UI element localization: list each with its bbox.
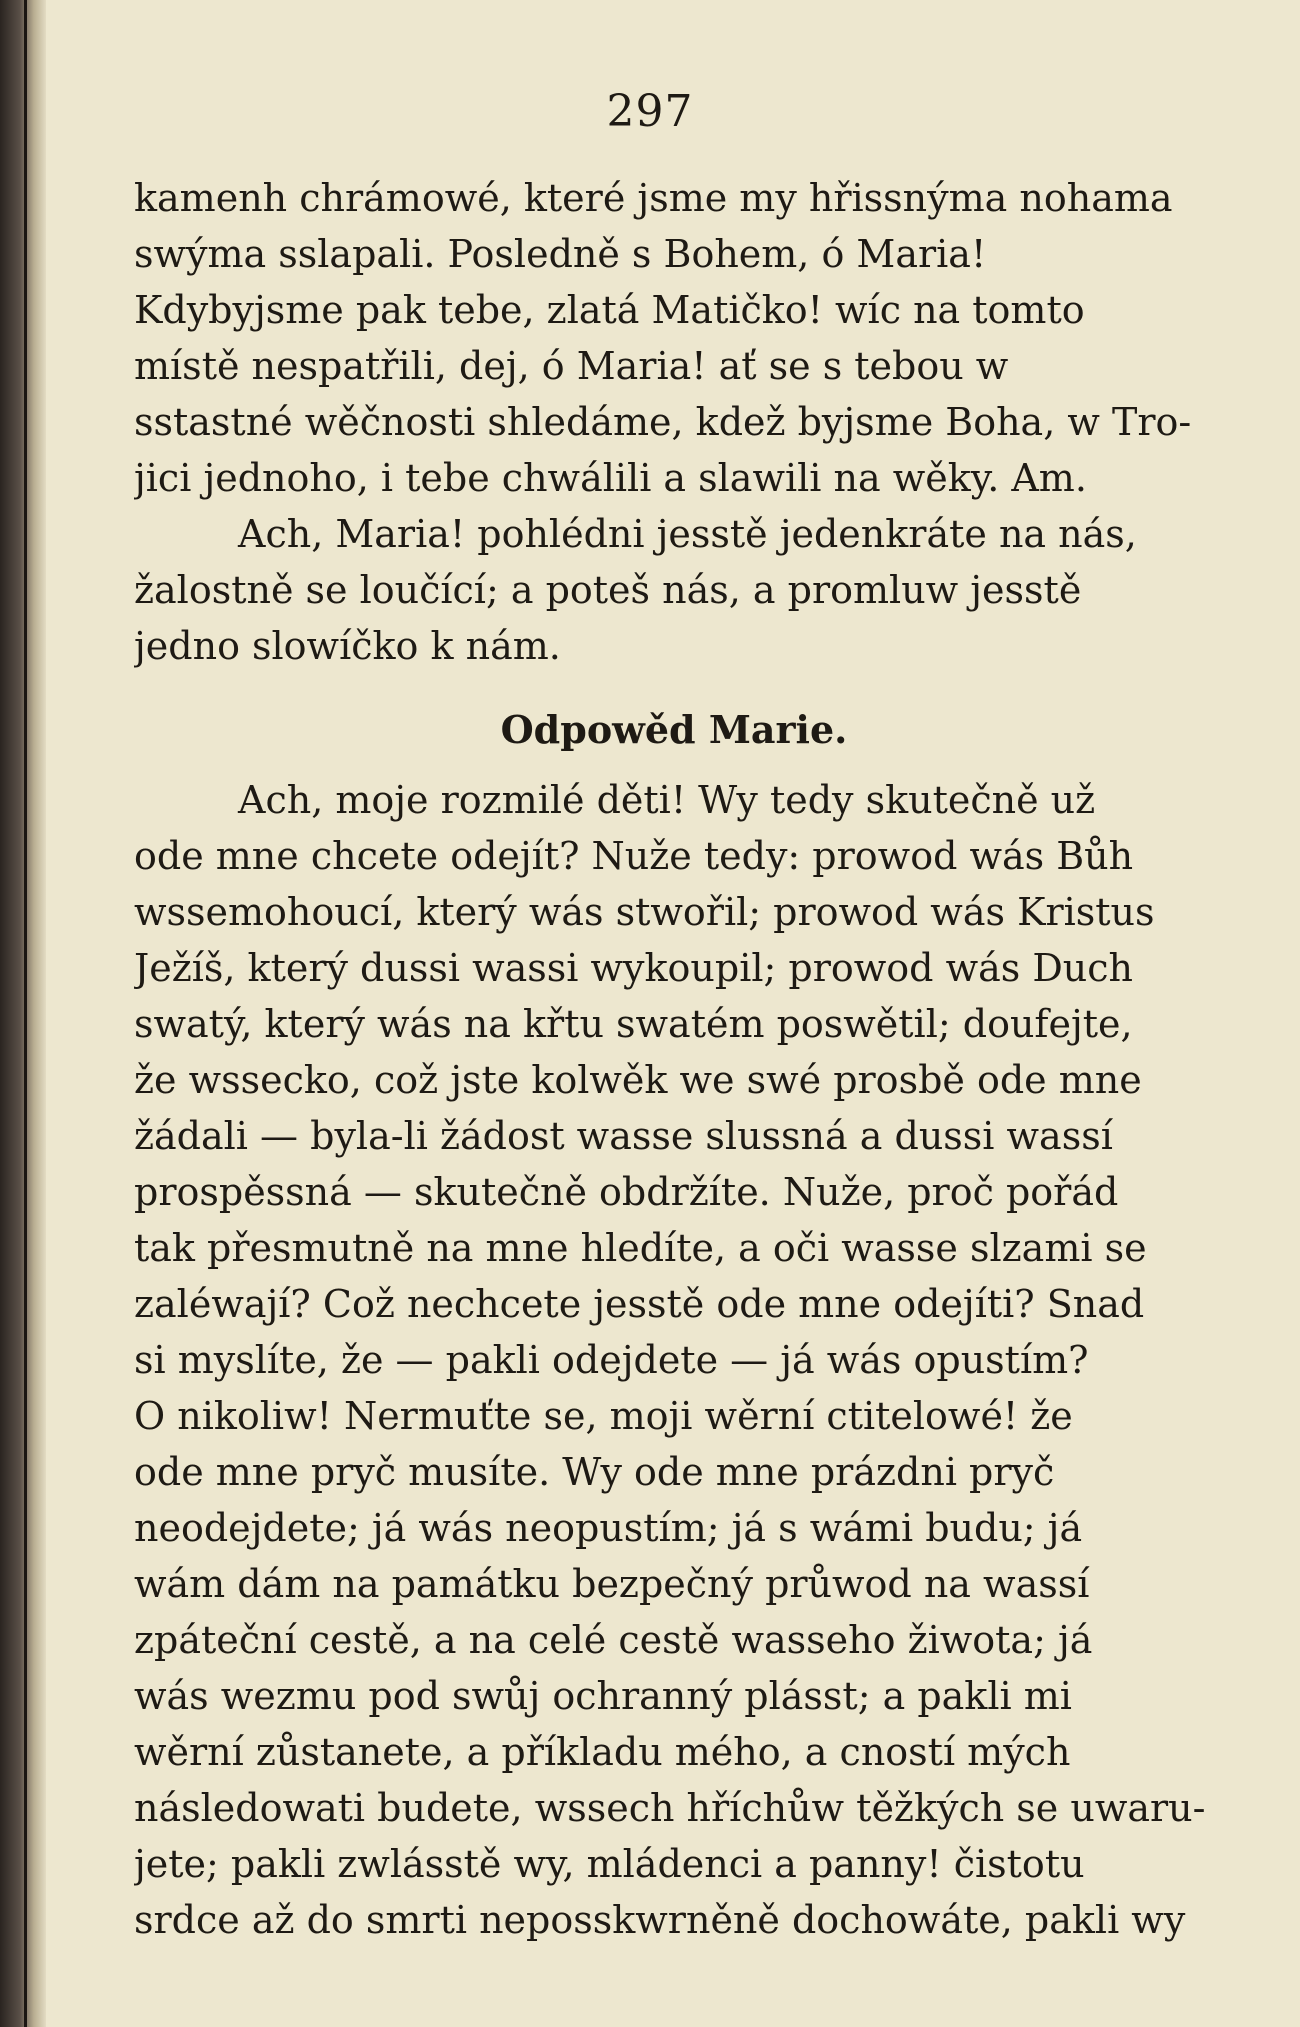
text-line: tak přesmutně na mne hledíte, a oči wasse slzami se xyxy=(134,1226,1147,1270)
text-line: jici jednoho, i tebe chwálili a slawili na wěky. Am. xyxy=(134,456,1087,500)
text-line: swýma sslapali. Posledně s Bohem, ó Maria! xyxy=(134,232,987,276)
text-line: žalostně se loučící; a poteš nás, a promluw jesstě xyxy=(134,568,1082,612)
text-line: následowati budete, wssech hříchůw těžkých se uwaru- xyxy=(134,1786,1206,1830)
text-line: wssemohoucí, který wás stwořil; prowod wás Kristus xyxy=(134,890,1155,934)
text-line: místě nespatřili, dej, ó Maria! ať se s tebou w xyxy=(134,344,1009,388)
text-line: swatý, který wás na křtu swatém poswětil; doufejte, xyxy=(134,1002,1133,1046)
text-line: O nikoliw! Nermuťte se, moji wěrní ctitelowé! že xyxy=(134,1394,1073,1438)
text-line: zpáteční cestě, a na celé cestě wasseho žiwota; já xyxy=(134,1618,1093,1662)
text-line: sstastné wěčnosti shledáme, kdež byjsme Boha, w Tro- xyxy=(134,400,1192,444)
text-line: Kdybyjsme pak tebe, zlatá Matičko! wíc na tomto xyxy=(134,288,1085,332)
paragraph-mary-answer xyxy=(134,772,1214,1948)
text-line: wás wezmu pod swůj ochranný plásst; a pakli mi xyxy=(134,1674,1072,1718)
text-line: jete; pakli zwlásstě wy, mládenci a panny! čistotu xyxy=(134,1842,1085,1886)
text-line: wěrní zůstanete, a příkladu mého, a cností mých xyxy=(134,1730,1071,1774)
text-line: kamenh chrámowé, které jsme my hřissnýma nohama xyxy=(134,176,1173,220)
text-line: ode mne chcete odejít? Nuže tedy: prowod wás Bůh xyxy=(134,834,1134,878)
text-line: neodejdete; já wás neopustím; já s wámi budu; já xyxy=(134,1506,1083,1550)
text-line: srdce až do smrti neposskwrněně dochowáte, pakli wy xyxy=(134,1898,1186,1942)
text-line: Ach, Maria! pohlédni jesstě jedenkráte na nás, xyxy=(238,512,1137,556)
text-line: Ach, moje rozmilé děti! Wy tedy skutečně už xyxy=(238,778,1096,822)
text-line: wám dám na památku bezpečný průwod na wassí xyxy=(134,1562,1090,1606)
text-line: zaléwají? Což nechcete jesstě ode mne odejíti? Snad xyxy=(134,1282,1145,1326)
text-line: jedno slowíčko k nám. xyxy=(134,624,561,668)
page-text xyxy=(134,170,1214,1948)
text-line: žádali — byla-li žádost wasse slussná a dussi wassí xyxy=(134,1114,1113,1158)
book-binding-edge xyxy=(0,0,46,2027)
paragraph-prayer-end xyxy=(134,170,1214,506)
paragraph-farewell-request xyxy=(134,506,1214,674)
text-line: že wssecko, což jste kolwěk we swé prosbě ode mne xyxy=(134,1058,1142,1102)
text-line: prospěssná — skutečně obdržíte. Nuže, proč pořád xyxy=(134,1170,1119,1214)
text-line: ode mne pryč musíte. Wy ode mne prázdni pryč xyxy=(134,1450,1055,1494)
section-heading: Odpowěd Marie. xyxy=(500,707,848,752)
text-line: Ježíš, který dussi wassi wykoupil; prowod wás Duch xyxy=(134,946,1134,990)
text-line: si myslíte, že — pakli odejdete — já wás opustím? xyxy=(134,1338,1089,1382)
page-number: 297 xyxy=(606,86,694,137)
book-gutter-line xyxy=(24,0,27,2027)
